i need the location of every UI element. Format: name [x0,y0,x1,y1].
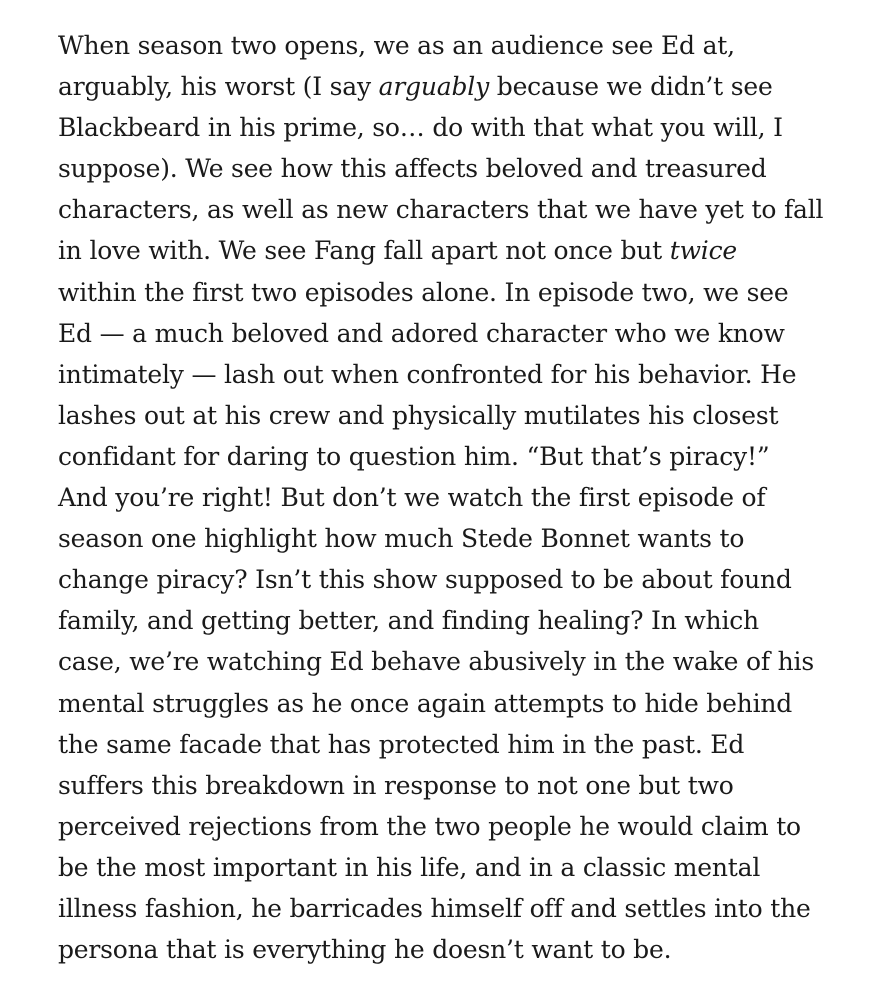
text-run: persona that is everything he doesn’t want to be. [58,935,672,965]
paragraph-line [58,189,858,230]
text-run: When season two opens, we as an audience see Ed at, [58,31,735,60]
paragraph-line [58,806,858,847]
text-run: lashes out at his crew and physically mutilates his closest [58,400,779,430]
text-run: the same facade that has protected him in the past. Ed [58,729,745,759]
italic-run: twice [669,236,738,266]
text-run: case, we’re watching Ed behave abusively in the wake of his [58,647,814,677]
paragraph-line [58,765,858,806]
paragraph-line [58,888,858,929]
paragraph-line [58,395,858,436]
essay-paragraph [58,25,858,970]
paragraph-line [58,683,858,724]
text-run: be the most important in his life, and in a classic mental [58,852,761,882]
text-run: family, and getting better, and finding healing? In which [58,606,759,636]
paragraph-line [58,929,858,970]
text-run: characters, as well as new characters that we have yet to fall [58,195,824,225]
text-run: change piracy? Isn’t this show supposed to be about found [58,565,792,595]
text-run: intimately — lash out when confronted for his behavior. He [58,359,797,389]
paragraph-line [58,230,858,271]
paragraph-line [58,272,858,313]
paragraph-line [58,724,858,765]
text-run: suppose). We see how this affects beloved and treasured [58,154,767,184]
paragraph-line [58,518,858,559]
italic-run: arguably [378,72,490,102]
text-run: within the first two episodes alone. In episode two, we see [58,277,789,307]
paragraph-line [58,600,858,641]
text-run: And you’re right! But don’t we watch the first episode of [58,483,766,513]
paragraph-line [58,25,858,66]
paragraph-line [58,477,858,518]
paragraph-line [58,148,858,189]
paragraph-line [58,354,858,395]
paragraph-line [58,313,858,354]
paragraph-line [58,436,858,477]
paragraph-line [58,107,858,148]
text-run: Blackbeard in his prime, so… do with that what you will, I [58,113,783,143]
paragraph-line [58,66,858,107]
text-run: mental struggles as he once again attempts to hide behind [58,688,793,718]
text-run: season one highlight how much Stede Bonnet wants to [58,524,745,554]
paragraph-line [58,559,858,600]
text-run: arguably, his worst (I say [58,72,379,102]
text-run: perceived rejections from the two people he would claim to [58,811,801,841]
text-run: suffers this breakdown in response to not one but two [58,770,734,800]
text-run: confidant for daring to question him. “But that’s piracy!” [58,441,770,471]
text-run: illness fashion, he barricades himself off and settles into the [58,893,811,923]
paragraph-line [58,847,858,888]
paragraph-line [58,641,858,682]
text-run: because we didn’t see [489,72,773,102]
text-run: in love with. We see Fang fall apart not once but [58,236,670,266]
text-run: Ed — a much beloved and adored character who we know [58,318,785,348]
